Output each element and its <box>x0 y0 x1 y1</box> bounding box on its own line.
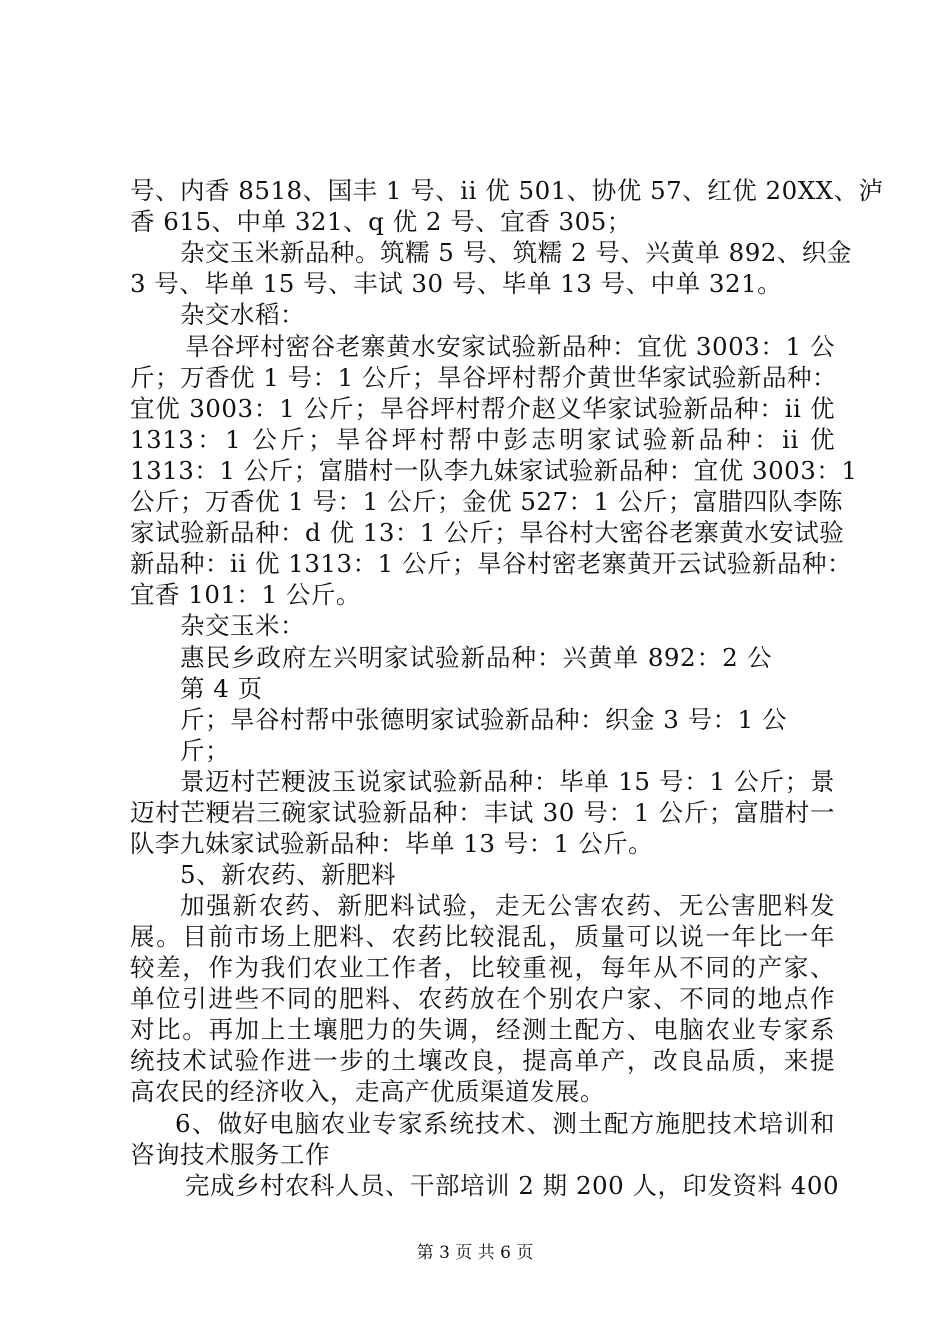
body-line: 香 615、中单 321、q 优 2 号、宜香 305； <box>130 207 632 236</box>
body-line: 迈村芒粳岩三碗家试验新品种：丰试 30 号：1 公斤；富腊村一 <box>130 798 835 827</box>
page-footer: 第 3 页 共 6 页 <box>416 1243 534 1263</box>
section-heading: 咨询技术服务工作 <box>130 1140 330 1169</box>
body-line: 统技术试验作进一步的土壤改良，提高单产，改良品质，来提 <box>130 1046 835 1075</box>
section-heading: 杂交玉米： <box>180 611 305 640</box>
body-line: 斤；旱谷村帮中张德明家试验新品种：织金 3 号：1 公 <box>180 705 788 734</box>
body-line: 加强新农药、新肥料试验，走无公害农药、无公害肥料发 <box>180 891 835 920</box>
body-line: 公斤；万香优 1 号：1 公斤；金优 527：1 公斤；富腊四队李陈 <box>130 487 843 516</box>
body-line: 杂交玉米新品种。筑糯 5 号、筑糯 2 号、兴黄单 892、织金 <box>180 238 852 267</box>
body-line: 宜优 3003：1 公斤；旱谷坪村帮介赵义华家试验新品种：ii 优 <box>130 394 835 423</box>
body-line: 展。目前市场上肥料、农药比较混乱，质量可以说一年比一年 <box>130 922 835 951</box>
body-line: 完成乡村农科人员、干部培训 2 期 200 人，印发资料 400 <box>185 1171 840 1200</box>
body-line: 较差，作为我们农业工作者，比较重视，每年从不同的产家、 <box>130 953 835 982</box>
section-heading: 6、做好电脑农业专家系统技术、测土配方施肥技术培训和 <box>175 1109 835 1138</box>
body-line: 3 号、毕单 15 号、丰试 30 号、毕单 13 号、中单 321。 <box>130 269 783 298</box>
body-line: 高农民的经济收入，走高产优质渠道发展。 <box>130 1077 605 1106</box>
body-line: 家试验新品种：d 优 13：1 公斤；旱谷村大密谷老寨黄水安试验 <box>130 518 845 547</box>
body-line: 1313：1 公斤；富腊村一队李九妹家试验新品种：宜优 3003：1 <box>130 456 858 485</box>
section-heading: 杂交水稻： <box>180 300 305 329</box>
section-heading: 5、新农药、新肥料 <box>180 860 397 889</box>
body-line: 单位引进些不同的肥料、农药放在个别农户家、不同的地点作 <box>130 984 835 1013</box>
body-line: 惠民乡政府左兴明家试验新品种：兴黄单 892：2 公 <box>180 643 772 672</box>
body-line: 宜香 101：1 公斤。 <box>130 580 361 609</box>
body-line: 队李九妹家试验新品种：毕单 13 号：1 公斤。 <box>130 829 654 858</box>
body-line: 斤； <box>180 736 230 765</box>
body-line: 旱谷坪村密谷老寨黄水安家试验新品种：宜优 3003：1 公 <box>185 332 835 361</box>
body-line: 1313：1 公斤；旱谷坪村帮中彭志明家试验新品种：ii 优 <box>130 425 835 454</box>
page-marker: 第 4 页 <box>180 674 263 703</box>
body-line: 对比。再加上土壤肥力的失调，经测土配方、电脑农业专家系 <box>130 1015 835 1044</box>
body-line: 斤；万香优 1 号：1 公斤；旱谷坪村帮介黄世华家试验新品种： <box>130 363 838 392</box>
body-line: 景迈村芒粳波玉说家试验新品种：毕单 15 号：1 公斤；景 <box>180 767 835 796</box>
body-line: 号、内香 8518、国丰 1 号、ii 优 501、协优 57、红优 20XX、泸 <box>130 176 884 205</box>
body-line: 新品种：ii 优 1313：1 公斤；旱谷村密老寨黄开云试验新品种： <box>130 549 852 578</box>
